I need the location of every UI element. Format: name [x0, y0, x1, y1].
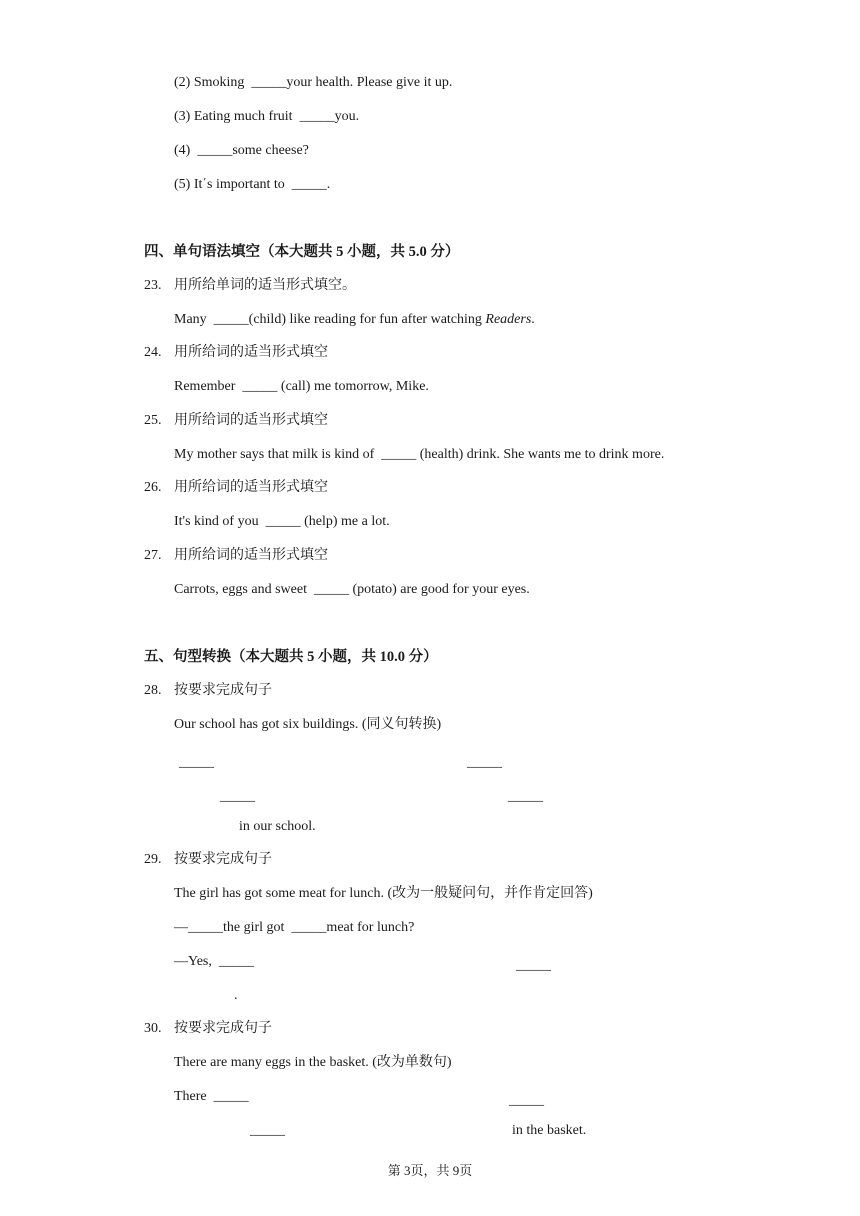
question-26-number: 26.	[144, 480, 162, 495]
question-30-blank-2[interactable]: _____	[509, 1093, 544, 1108]
question-28-blank-4[interactable]: _____	[508, 789, 543, 804]
question-24-sentence: Remember _____ (call) me tomorrow, Mike.	[174, 379, 429, 394]
question-28-instruction: 按要求完成句子	[174, 683, 272, 698]
question-25-instruction: 用所给词的适当形式填空	[174, 413, 328, 428]
question-30-instruction: 按要求完成句子	[174, 1021, 272, 1036]
question-28-sentence: Our school has got six buildings. (同义句转换)	[174, 717, 442, 732]
question-24-number: 24.	[144, 345, 162, 360]
question-29-sentence: The girl has got some meat for lunch. (改为一般疑问句，并作肯定回答)	[174, 886, 593, 901]
question-29-answer-line: —Yes, _____	[174, 954, 254, 969]
question-30-there-line: There _____	[174, 1089, 249, 1104]
page-footer: 第 3页，共 9页	[387, 1163, 473, 1178]
question-29-question-line: —_____the girl got _____meat for lunch?	[174, 920, 415, 935]
question-25-sentence: My mother says that milk is kind of _____ (health) drink. She wants me to drink more.	[174, 447, 665, 462]
question-26-sentence: It's kind of you _____ (help) me a lot.	[174, 514, 390, 529]
question-28-number: 28.	[144, 683, 162, 698]
question-28-tail: in our school.	[239, 819, 316, 834]
question-27-number: 27.	[144, 548, 162, 563]
prev-item-5: (5) It΄s important to _____.	[174, 177, 331, 192]
question-28-blank-1[interactable]: _____	[179, 755, 214, 770]
question-23-instruction: 用所给单词的适当形式填空。	[174, 278, 356, 293]
question-28-blank-2[interactable]: _____	[467, 755, 502, 770]
question-29-instruction: 按要求完成句子	[174, 852, 272, 867]
question-30-tail: in the basket.	[512, 1123, 587, 1138]
section-5-heading: 五、句型转换（本大题共 5 小题，共 10.0 分）	[144, 649, 438, 665]
question-25-number: 25.	[144, 413, 162, 428]
question-27-sentence: Carrots, eggs and sweet _____ (potato) are good for your eyes.	[174, 582, 530, 597]
question-23-sentence-end: .	[531, 312, 535, 327]
question-28-blank-3[interactable]: _____	[220, 789, 255, 804]
prev-item-2: (2) Smoking _____your health. Please give it up.	[174, 75, 453, 90]
question-27-instruction: 用所给词的适当形式填空	[174, 548, 328, 563]
section-4-heading: 四、单句语法填空（本大题共 5 小题，共 5.0 分）	[144, 244, 460, 260]
question-29-number: 29.	[144, 852, 162, 867]
question-26-instruction: 用所给词的适当形式填空	[174, 480, 328, 495]
question-29-blank[interactable]: _____	[516, 958, 551, 973]
question-29-period: .	[234, 988, 238, 1003]
prev-item-3: (3) Eating much fruit _____you.	[174, 109, 360, 124]
question-30-blank-3[interactable]: _____	[250, 1123, 285, 1138]
question-23-italic-title: Readers	[485, 312, 532, 327]
question-24-instruction: 用所给词的适当形式填空	[174, 345, 328, 360]
question-30-sentence: There are many eggs in the basket. (改为单数句)	[174, 1055, 452, 1070]
question-23-number: 23.	[144, 278, 162, 293]
prev-item-4: (4) _____some cheese?	[174, 143, 309, 158]
question-23-sentence	[174, 311, 535, 329]
question-23-sentence-text: Many _____(child) like reading for fun after watching	[174, 312, 486, 327]
question-30-number: 30.	[144, 1021, 162, 1036]
